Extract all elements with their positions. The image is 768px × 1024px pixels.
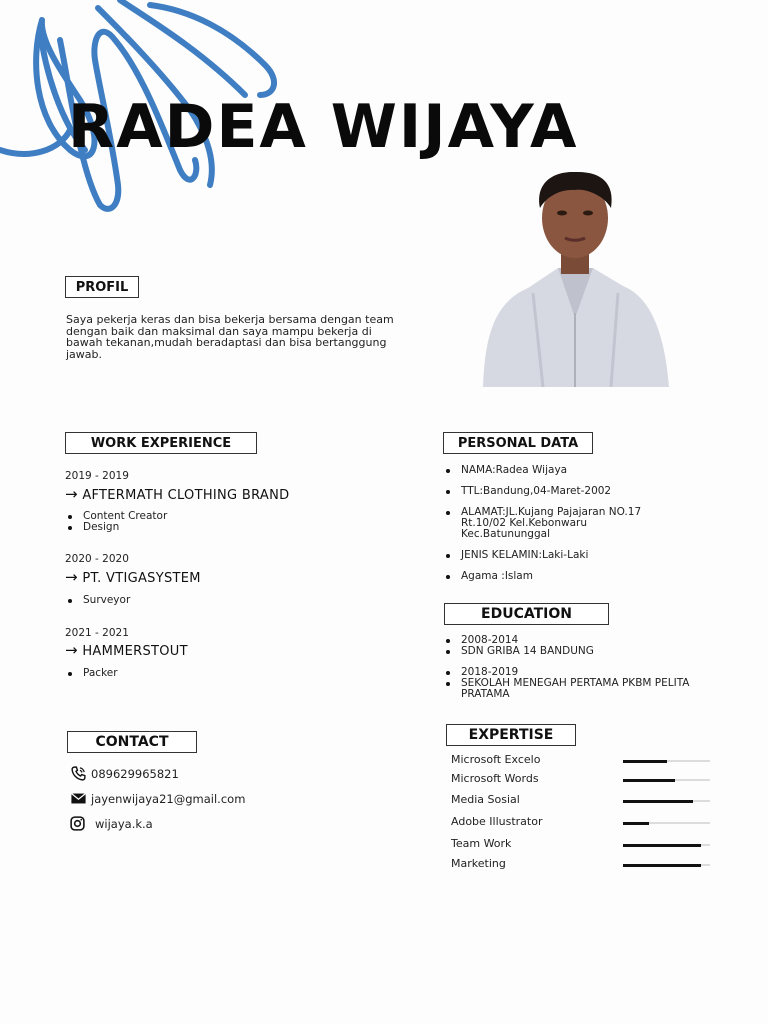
- job-task: Design: [66, 522, 167, 533]
- job-period: 2019 - 2019: [65, 470, 129, 482]
- education-list: [444, 635, 694, 700]
- job-period: 2020 - 2020: [65, 553, 129, 565]
- skill-level-bar: [623, 822, 710, 824]
- profile-text: Saya pekerja keras dan bisa bekerja bersama dengan team dengan baik dan maksimal dan saya mampu bekerja di bawah tekanan,mudah beradaptasi dan bisa bertanggung jawab.: [66, 313, 394, 361]
- skill-level-fill: [623, 822, 649, 825]
- personal-data-item: Agama :Islam: [444, 571, 694, 582]
- work-experience-heading: WORK EXPERIENCE: [65, 432, 257, 454]
- personal-data-item: NAMA:Radea Wijaya: [444, 465, 694, 476]
- phone-number: 089629965821: [91, 766, 179, 781]
- contact-phone: [70, 765, 179, 782]
- contact-heading: CONTACT: [67, 731, 197, 753]
- personal-data-item: JENIS KELAMIN:Laki-Laki: [444, 550, 694, 561]
- instagram-handle: wijaya.k.a: [95, 816, 153, 831]
- job-task: Packer: [66, 668, 118, 679]
- education-school: SDN GRIBA 14 BANDUNG: [444, 646, 694, 657]
- job-company: [65, 641, 188, 659]
- skill-row: [451, 772, 711, 788]
- education-school: SEKOLAH MENEGAH PERTAMA PKBM PELITA PRATAMA: [444, 678, 694, 700]
- skill-level-fill: [623, 760, 667, 763]
- skill-name: Microsoft Words: [451, 772, 539, 785]
- resume-name-title: RADEA WIJAYA: [68, 92, 579, 162]
- profile-photo: [473, 168, 675, 387]
- phone-icon: [70, 765, 87, 782]
- skill-name: Microsoft Excelo: [451, 753, 541, 766]
- mail-icon: [70, 790, 87, 807]
- job-task-list: [66, 511, 167, 533]
- skill-level-bar: [623, 844, 710, 846]
- job-task-list: [66, 668, 118, 679]
- skill-level-bar: [623, 800, 710, 802]
- arrow-right-icon: →: [65, 485, 78, 503]
- profile-heading: PROFIL: [65, 276, 139, 298]
- contact-email: [70, 790, 245, 807]
- education-year: 2008-2014: [444, 635, 694, 646]
- skill-name: Marketing: [451, 857, 506, 870]
- expertise-heading: EXPERTISE: [446, 724, 576, 746]
- skill-row: [451, 815, 711, 831]
- personal-data-list: [444, 465, 694, 582]
- skill-level-bar: [623, 760, 710, 762]
- skill-level-fill: [623, 864, 701, 867]
- job-task: Content Creator: [66, 511, 167, 522]
- instagram-icon: [69, 815, 86, 832]
- job-company: [65, 568, 201, 586]
- arrow-right-icon: →: [65, 568, 78, 586]
- job-company-name: HAMMERSTOUT: [82, 644, 188, 659]
- job-task: Surveyor: [66, 595, 130, 606]
- job-company: [65, 485, 289, 503]
- skill-row: [451, 837, 711, 853]
- personal-data-item: TTL:Bandung,04-Maret-2002: [444, 486, 694, 497]
- skill-level-fill: [623, 800, 693, 803]
- skill-name: Media Sosial: [451, 793, 520, 806]
- skill-level-fill: [623, 779, 675, 782]
- job-task-list: [66, 595, 130, 606]
- skill-level-bar: [623, 864, 710, 866]
- job-company-name: AFTERMATH CLOTHING BRAND: [82, 488, 290, 503]
- contact-instagram: [69, 815, 153, 832]
- job-company-name: PT. VTIGASYSTEM: [82, 571, 201, 586]
- skill-row: [451, 753, 711, 769]
- skill-level-bar: [623, 779, 710, 781]
- personal-data-item: ALAMAT:JL.Kujang Pajajaran NO.17 Rt.10/02 Kel.Kebonwaru Kec.Batununggal: [444, 507, 669, 540]
- skill-row: [451, 857, 711, 873]
- email-address: jayenwijaya21@gmail.com: [91, 791, 246, 806]
- skill-name: Team Work: [451, 837, 512, 850]
- skill-row: [451, 793, 711, 809]
- education-year: 2018-2019: [444, 667, 694, 678]
- personal-data-heading: PERSONAL DATA: [443, 432, 593, 454]
- job-period: 2021 - 2021: [65, 627, 129, 639]
- education-heading: EDUCATION: [444, 603, 609, 625]
- arrow-right-icon: →: [65, 641, 78, 659]
- skill-level-fill: [623, 844, 701, 847]
- skill-name: Adobe Illustrator: [451, 815, 543, 828]
